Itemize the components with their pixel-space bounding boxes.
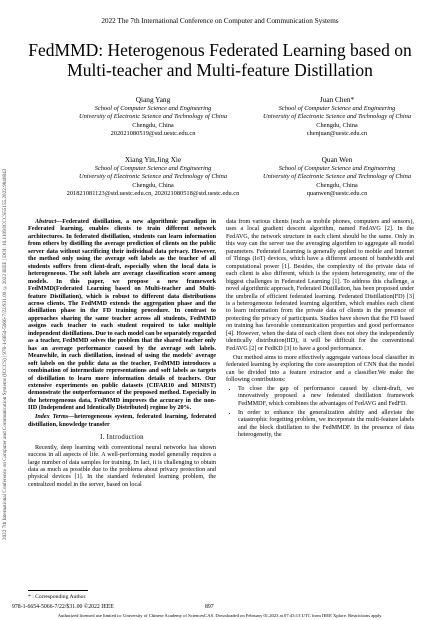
abstract-label: Abstract: [35, 219, 57, 225]
author-name: Qiang Yang: [135, 95, 171, 104]
author-city: Chengdu, China: [316, 121, 358, 129]
author-city: Chengdu, China: [316, 181, 358, 189]
author-block-1: [58, 96, 248, 139]
author-email: quanwen@uestc.edu.cn: [306, 190, 368, 198]
list-item: • To close the gap of performance caused by client-draft, we innovatively proposed a new federated distillation framework FedMMDF, which combines the advantages of FedAVG and FedFD.: [238, 386, 414, 408]
author-city: Chengdu, China: [132, 181, 174, 189]
author-email: chenjuan@uestc.edu.cn: [306, 130, 368, 138]
author-dept: School of Computer Science and Engineering: [94, 104, 212, 112]
right-paragraph-2: Our method aims to more effectively aggregate various local classifier in federated learning by exploring the core assumption of CNN that the model can be divided into a feature extractor and a classifier.We make the following contributions:: [226, 354, 414, 384]
section-heading: I. Introduction: [100, 434, 144, 442]
author-dept: School of Computer Science and Engineering: [278, 164, 396, 172]
author-univ: University of Electronic Science and Technology of China: [78, 113, 228, 121]
author-block-4: [242, 156, 432, 199]
intro-paragraph: Recently, deep learning with conventional neural networks has shown success in all aspects of life. A well-performing model generally requires a large number of data samples for training. In fact, it is challenging to obtain data as much as possible due to the problems about privacy protection and physical devices [1]. In the standard federated learning problem, the centralized model in the server, based on local: [28, 444, 216, 488]
right-column: [226, 219, 414, 441]
author-city: Chengdu, China: [132, 121, 174, 129]
index-terms: [28, 414, 216, 429]
paper-title: FedMMD: Heterogenous Federated Learning based on Multi-teacher and Multi-feature Distillation: [28, 40, 412, 80]
author-dept: School of Computer Science and Engineering: [278, 104, 396, 112]
footnote: * : Corresponding Author.: [28, 594, 87, 600]
left-column: [28, 219, 216, 491]
author-block-2: [242, 96, 432, 139]
right-paragraph-1: data from various clients (such as mobile phones, computers and sensors), uses a local gradient descent algorithm, named FedAVG [2]. In the FedAVG, the network structure in each client should be the same. Only in this way can the server use the averaging algorithm to aggregate all model parameters. Federated Learning is generally applied to mobile and Internet of Things (IoT) devices, which have a different amount of bandwidth and computational power [1]. Besides, the complexity of the private data of each client is also different, which is the system heterogeneity, one of the biggest challenges in Federated Learning [1]. To address this challenge, a novel algorithmic approach, Federated Distillation, has been proposed under the umbrella of efficient federated learning. Federated Distillation(FD) [3] is a heterogeneous federated learning algorithm, which enables each client to learn information from the private data of clients in the presence of protecting the privacy of participants. Studies have shown that the FD based on training has favorable communication properties and good performance [4]. However, when the data of each client does not obey the independently identically distribution(IID), it will be difficult for the conventional FedAVG [2] or FedKD [3] to have a good performance.: [226, 219, 414, 352]
index-terms-text: —heterogeneous system, federated learning, federated distillation, knowledge transfer: [28, 414, 216, 428]
abstract: [28, 219, 216, 413]
author-email: 202021080519@std.uestc.edu.cn: [110, 130, 196, 138]
author-email: 201821081123@std.uestc.edu.cn, 202021080518@std.uestc.edu.cn: [66, 190, 240, 198]
author-block-3: [38, 156, 268, 199]
license-notice: Authorized licensed use limited to: University of Chinese Academy of SciencesCAS. Downloaded on February 01,2023 at 07:43:13 UTC from IEEE Xplore. Restrictions apply.: [57, 613, 383, 618]
side-doi-text: 2022 7th International Conference on Computer and Communication Systems (ICCCS) | 978-1-6654-5066-7/22/$31.00 ©2022 IEEE | DOI: 10.1109/ICCCS55155.2022.9846843: [2, 168, 8, 540]
page-number: 897: [205, 604, 214, 610]
author-dept: School of Computer Science and Engineering: [94, 164, 212, 172]
author-univ: University of Electronic Science and Technology of China: [262, 173, 412, 181]
author-name: Quan Wen: [321, 155, 353, 164]
footnote-rule: [28, 590, 88, 591]
author-name: Xiang Yin,Jing Xie: [124, 155, 182, 164]
author-univ: University of Electronic Science and Technology of China: [78, 173, 228, 181]
author-univ: University of Electronic Science and Technology of China: [262, 113, 412, 121]
conference-header: 2022 The 7th International Conference on Computer and Communication Systems: [101, 17, 339, 25]
contribution-list: [226, 386, 414, 440]
list-item: • In order to enhance the generalization ability and alleviate the catastrophic forgetting problem, we incorporate the multi-feature labels and the block distillation to the FedMMDF. In the presence of data heterogeneity, the: [238, 410, 414, 440]
index-terms-label: Index Terms: [35, 414, 69, 421]
abstract-text: —Federated distillation, a new algorithmic paradigm in Federated learning, enables clients to train different network architectures. In federated distillation, students can learn information from others by distilling the average prediction of clients on the public server data without sacrificing their individual data privacy. However, the method only using the average soft labels as the teacher of all students suffers from client-draft, especially when the local data is heterogeneous. The soft labels are average classification score among models. In this paper, we propose a new framework FedMMD(Federated Learning based on Multi-teacher and Multi-feature Distillation), which is robust to different data distributions across clients. The FedMMD extends the aggregation phase and the distillation phase in the FD training procedure. In contrast to approaches sharing the same teacher across all students, FedMMD assigns each teacher to each student required to take multiple independent distillations. Due to each model can be separately regarded as a teacher, FedMMD solves the problem that the shared teacher only has an average performance caused by the average soft labels. Meanwhile, in each distillation, instead of using the models' average soft labels on the public data as the teacher, FedMMD introduces a combination of intermediate representations and soft labels as targets of distillation to learn more information details of teachers. Our extensive experiments on public datasets (CIFAR10 and MINIST) demonstrate the outperformance of the proposed method. Especially in the heterogeneous data, FedMMD improves the accuracy in the non-IID (Independent and Identically Distributed) regime by 20%.: [28, 219, 216, 412]
footer-isbn: 978-1-6654-5066-7/22/$31.00 ©2022 IEEE: [12, 604, 114, 610]
author-name: Juan Chen*: [319, 95, 355, 104]
